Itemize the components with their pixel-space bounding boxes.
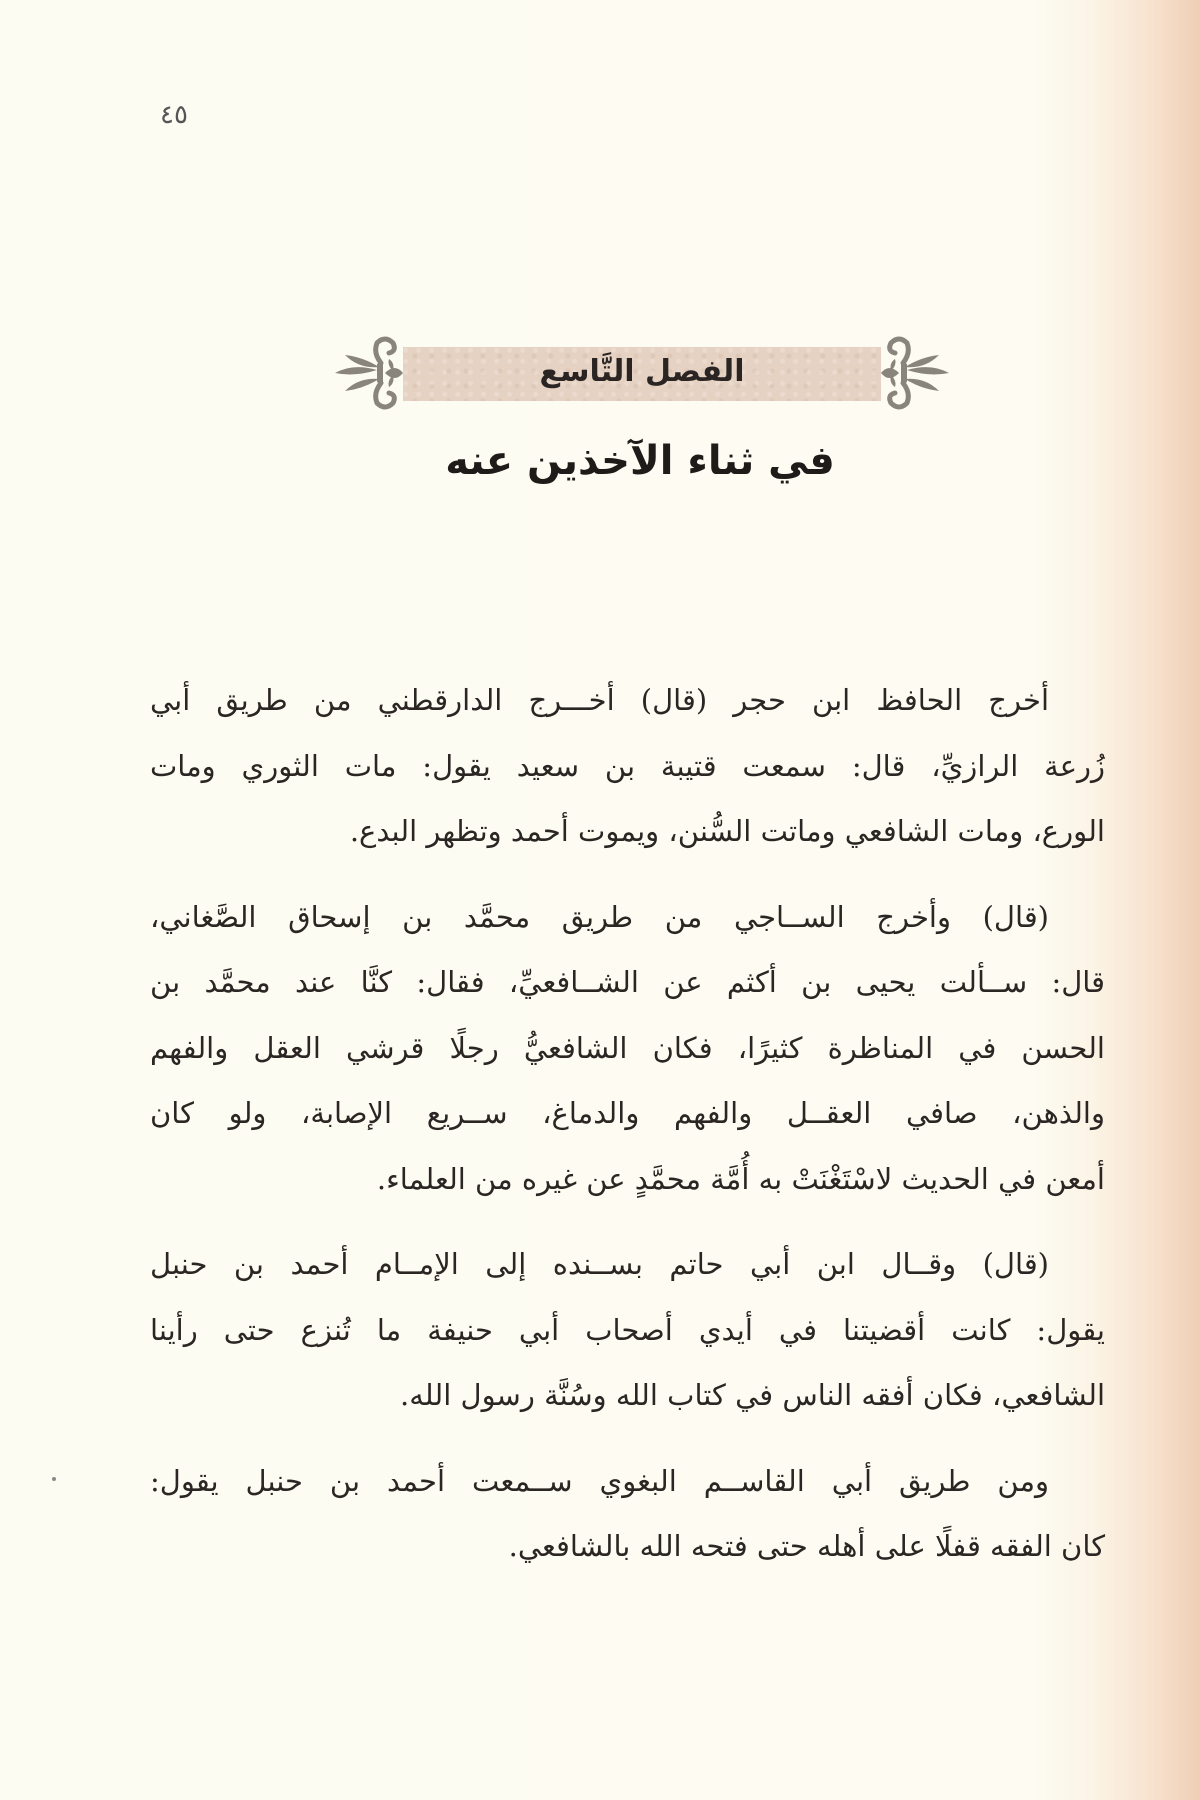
chapter-title: الفصل التَّاسع [539, 354, 745, 389]
body-text [150, 668, 1105, 1600]
text-line: (قال) وقــال ابن أبي حاتم بســنده إلى الإمــام أحمد بن حنبل [150, 1247, 1049, 1281]
paragraph-4 [150, 1449, 1105, 1580]
text-line: والذهن، صافي العقــل والفهم والدماغ، ســريع الإصابة، ولو كان [150, 1096, 1105, 1130]
paragraph-2 [150, 885, 1105, 1213]
chapter-banner [333, 333, 951, 413]
text-line: قال: ســألت يحيى بن أكثم عن الشــافعيِّ، فقال: كنَّا عند محمَّد بن [150, 965, 1105, 999]
page-number: ٤٥ [160, 100, 188, 130]
text-line: الورع، ومات الشافعي وماتت السُّنن، ويموت أحمد وتظهر البدع. [349, 814, 1105, 848]
scan-speck [52, 1477, 56, 1481]
text-line: ومن طريق أبي القاســم البغوي ســمعت أحمد بن حنبل يقول: [150, 1463, 1049, 1498]
chapter-subtitle: في ثناء الآخذين عنه [445, 438, 835, 484]
text-line: الحسن في المناظرة كثيرًا، فكان الشافعيُّ رجلًا قرشي العقل والفهم [150, 1030, 1105, 1065]
text-line: أخرج الحافظ ابن حجر (قال) أخـــرج الدارقطني من طريق أبي [150, 683, 1049, 717]
text-line: الشافعي، فكان أفقه الناس في كتاب الله وسُنَّة رسول الله. [400, 1378, 1105, 1412]
paragraph-3 [150, 1232, 1105, 1429]
paragraph-1 [150, 668, 1105, 865]
text-line: (قال) وأخرج الســاجي من طريق محمَّد بن إسحاق الصَّغاني، [150, 899, 1049, 934]
text-line: يقول: كانت أقضيتنا في أيدي أصحاب أبي حنيفة ما تُنزع حتى رأينا [150, 1312, 1105, 1347]
text-line: كان الفقه قفلًا على أهله حتى فتحه الله بالشافعي. [508, 1529, 1105, 1563]
text-line: زُرعة الرازيِّ، قال: سمعت قتيبة بن سعيد يقول: مات الثوري ومات [150, 748, 1105, 783]
text-line: أمعن في الحديث لاسْتَغْنَتْ به أُمَّة محمَّدٍ عن غيره من العلماء. [376, 1161, 1105, 1196]
